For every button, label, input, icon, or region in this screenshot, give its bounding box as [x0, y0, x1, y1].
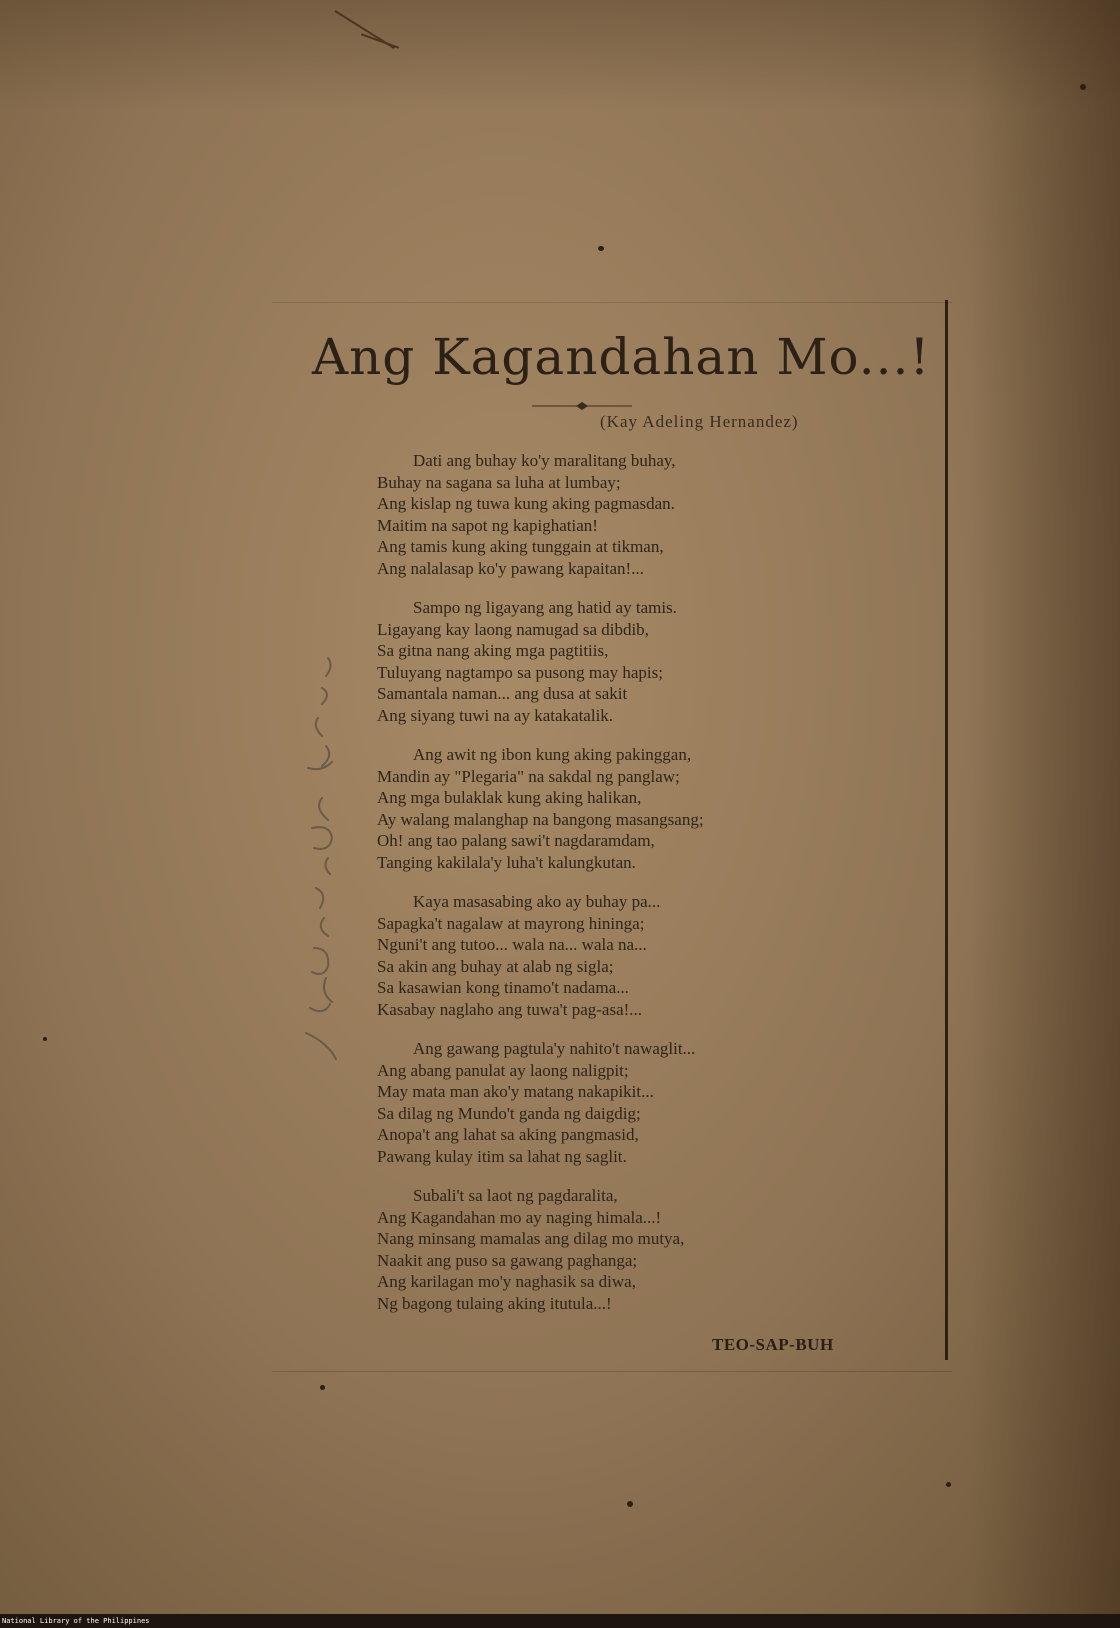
stanza-4 [377, 891, 847, 1020]
ink-speck [598, 246, 604, 251]
poem-line: Sampo ng ligayang ang hatid ay tamis. [413, 598, 677, 617]
stanza-1 [377, 450, 847, 579]
poem-line: Oh! ang tao palang sawi't nagdaramdam, [377, 831, 655, 850]
poem-line: Ang abang panulat ay laong naligpit; [377, 1060, 629, 1080]
poem-line: Nang minsang mamalas ang dilag mo mutya, [377, 1229, 685, 1248]
poem-line: Sa akin ang buhay at alab ng sigla; [377, 956, 614, 976]
poem-title: Ang Kagandahan Mo...! [312, 328, 931, 386]
poem-line: Anopa't ang lahat sa aking pangmasid, [377, 1125, 639, 1144]
ink-speck [1080, 84, 1086, 90]
poem-line: Ang karilagan mo'y naghasik sa diwa, [377, 1272, 636, 1291]
poem-line: Mandin ay "Plegaria" na sakdal ng panglaw; [377, 766, 680, 786]
stanza-5 [377, 1038, 847, 1167]
poem-line: Ang mga bulaklak kung aking halikan, [377, 788, 642, 807]
poem-line: Ang kislap ng tuwa kung aking pagmasdan. [377, 494, 675, 513]
poem-line: Tanging kakilala'y luha't kalungkutan. [377, 852, 636, 872]
footer-bar [0, 1614, 1120, 1628]
poem-line: Dati ang buhay ko'y maralitang buhay, [413, 451, 676, 470]
right-shadow [970, 0, 1120, 1628]
poem-line: Nguni't ang tutoo... wala na... wala na... [377, 935, 647, 954]
poem-dedication: (Kay Adeling Hernandez) [600, 412, 799, 431]
poem-line: Ang gawang pagtula'y nahito't nawaglit... [413, 1039, 696, 1058]
handwritten-pencil-annotation [288, 648, 358, 1068]
poem-line: Kaya masasabing ako ay buhay pa... [413, 892, 661, 911]
poem-line: Ang tamis kung aking tunggain at tikman, [377, 537, 664, 556]
poem-line: Sa kasawian kong tinamo't nadama... [377, 978, 629, 997]
poem-line: Sapagka't nagalaw at mayrong hininga; [377, 913, 645, 933]
poem-line: Ligayang kay laong namugad sa dibdib, [377, 619, 649, 639]
stanza-2 [377, 597, 847, 726]
clipping-edge [945, 300, 948, 1360]
ink-speck [627, 1501, 633, 1507]
poem-line: Sa gitna nang aking mga pagtitiis, [377, 641, 609, 660]
stanza-6 [377, 1185, 847, 1314]
author-signature: TEO-SAP-BUH [712, 1335, 834, 1354]
poem-line: Buhay na sagana sa luha at lumbay; [377, 472, 621, 492]
archive-credit: National Library of the Philippines [2, 1617, 150, 1625]
poem-line: Subali't sa laot ng pagdaralita, [413, 1186, 618, 1205]
poem-line: Ay walang malanghap na bangong masangsang; [377, 809, 704, 829]
poem-line: May mata man ako'y matang nakapikit... [377, 1082, 654, 1101]
poem-line: Ang awit ng ibon kung aking pakinggan, [413, 745, 692, 764]
poem-line: Ng bagong tulaing aking itutula...! [377, 1293, 612, 1313]
poem-line: Tuluyang nagtampo sa pusong may hapis; [377, 662, 663, 682]
poem-line: Ang nalalasap ko'y pawang kapaitan!... [377, 558, 644, 578]
poem-line: Pawang kulay itim sa lahat ng saglit. [377, 1146, 627, 1166]
poem-line: Ang siyang tuwi na ay katakatalik. [377, 705, 614, 725]
top-shadow [0, 0, 1120, 110]
stanza-3 [377, 744, 847, 873]
ink-speck [946, 1482, 951, 1487]
poem-line: Ang Kagandahan mo ay naging himala...! [377, 1207, 662, 1227]
poem-line: Samantala naman... ang dusa at sakit [377, 684, 628, 703]
poem-line: Maitim na sapot ng kapighatian! [377, 515, 598, 535]
divider-ornament [532, 400, 632, 412]
ink-speck [320, 1385, 325, 1390]
poem-line: Kasabay naglaho ang tuwa't pag-asa!... [377, 999, 643, 1019]
poem-line: Sa dilag ng Mundo't ganda ng daigdig; [377, 1103, 641, 1123]
ink-speck [43, 1037, 47, 1041]
poem-line: Naakit ang puso sa gawang paghanga; [377, 1250, 638, 1270]
